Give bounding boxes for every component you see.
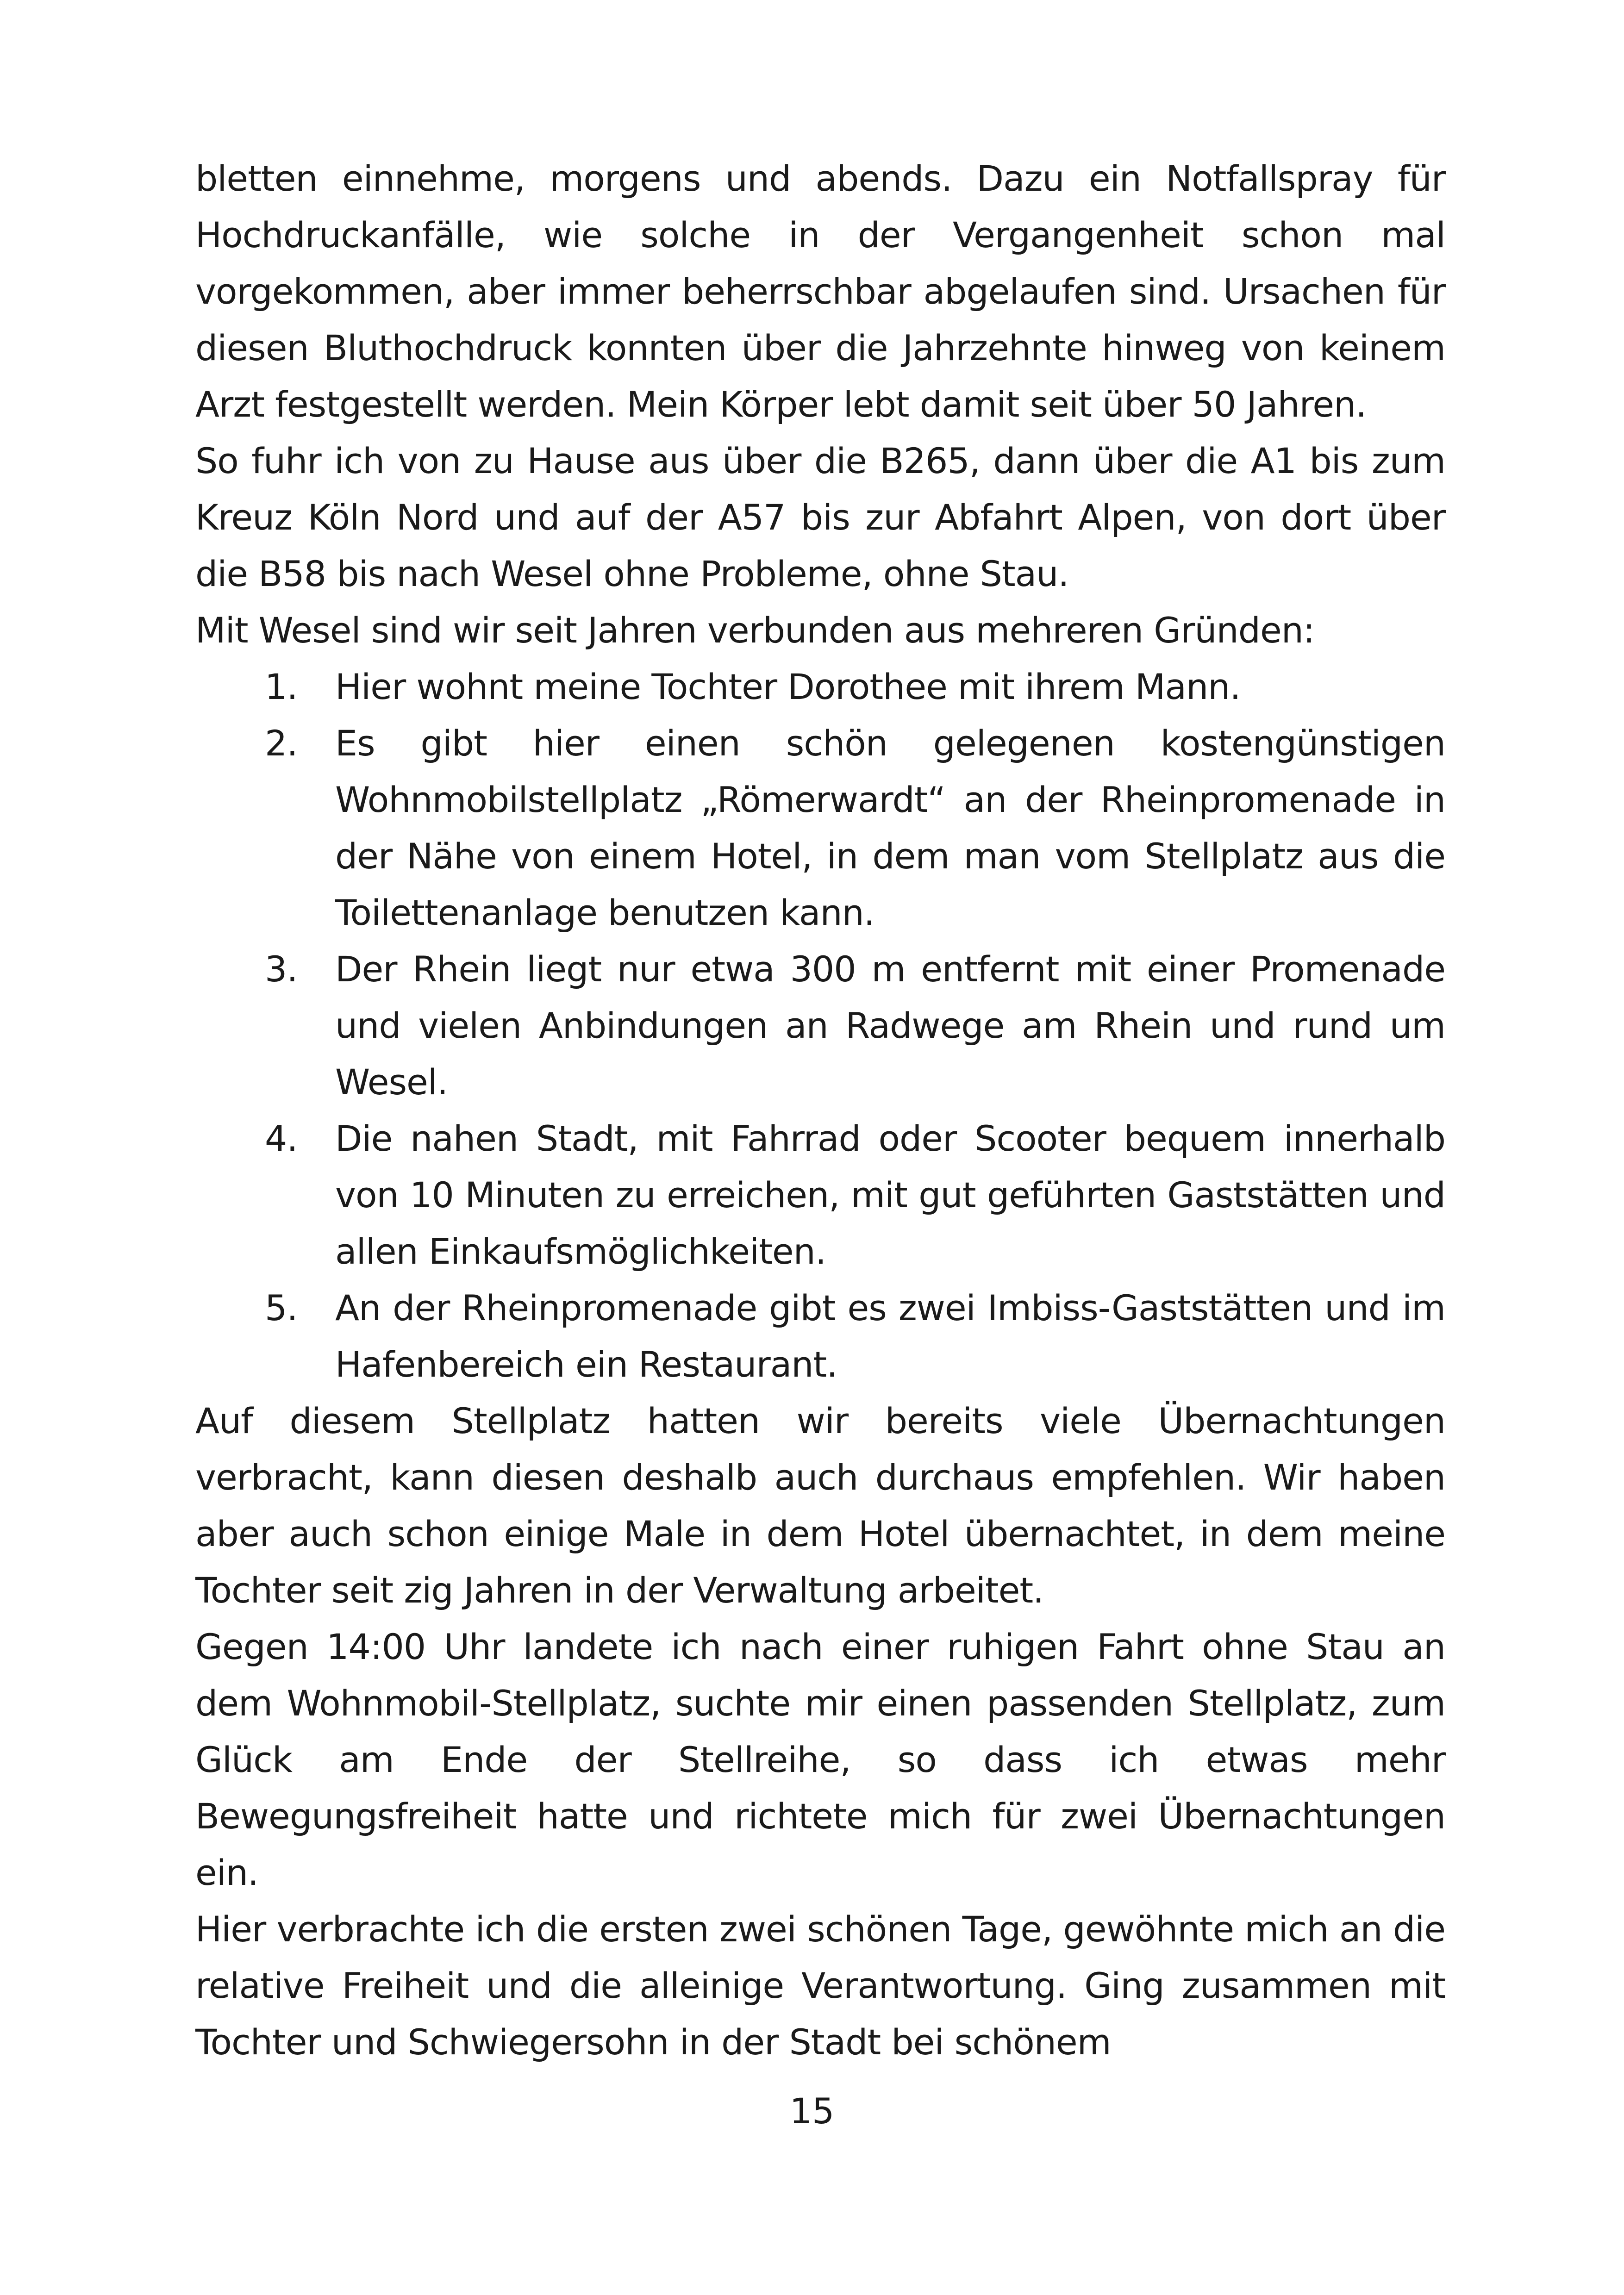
reasons-list <box>195 659 1445 1393</box>
list-item-number: 1. <box>265 666 298 707</box>
list-item-number: 4. <box>265 1118 298 1159</box>
paragraph-first-days: Hier verbrachte ich die ersten zwei schönen Tage, gewöhnte mich an die relative Freiheit und die alleinige Verantwortung. Ging zusammen mit Tochter und Schwiegersohn in der Stadt bei schönem <box>195 1908 1445 2063</box>
list-item-number: 2. <box>265 723 298 764</box>
paragraph-wesel-intro: Mit Wesel sind wir seit Jahren verbunden aus mehreren Gründen: <box>195 610 1315 651</box>
paragraph-medication: bletten einnehme, morgens und abends. Dazu ein Notfallspray für Hochdruckanfälle, wie solche in der Vergangenheit schon mal vorgekommen, aber immer beherrschbar abgelaufen sind. Ursachen für diesen Bluthochdruck konnten über die Jahrzehnte hinweg von keinem Arzt festgestellt werden. Mein Körper lebt damit seit über 50 Jahren. <box>195 158 1445 425</box>
list-item <box>195 941 1445 1110</box>
list-item-number: 5. <box>265 1287 298 1328</box>
list-item-text: Hier wohnt meine Tochter Dorothee mit ihrem Mann. <box>335 666 1241 707</box>
page-number: 15 <box>789 2090 835 2132</box>
list-item-text: Die nahen Stadt, mit Fahrrad oder Scooter bequem innerhalb von 10 Minuten zu erreichen, mit gut geführten Gaststätten und allen Einkaufsmöglichkeiten. <box>335 1118 1445 1272</box>
list-item <box>195 1280 1445 1393</box>
list-item <box>195 715 1445 941</box>
list-item-number: 3. <box>265 948 298 990</box>
paragraph-stellplatz: Auf diesem Stellplatz hatten wir bereits viele Übernachtungen verbracht, kann diesen deshalb auch durchaus empfehlen. Wir haben aber auch schon einige Male in dem Hotel übernachtet, in dem meine Tochter seit zig Jahren in der Verwaltung arbeitet. <box>195 1400 1445 1611</box>
body-text <box>195 150 1445 2070</box>
list-item-text: An der Rheinpromenade gibt es zwei Imbiss-Gaststätten und im Hafenbereich ein Restaurant. <box>335 1287 1445 1385</box>
paragraph-route: So fuhr ich von zu Hause aus über die B265, dann über die A1 bis zum Kreuz Köln Nord und auf der A57 bis zur Abfahrt Alpen, von dort über die B58 bis nach Wesel ohne Probleme, ohne Stau. <box>195 440 1445 594</box>
list-item <box>195 659 1445 715</box>
list-item <box>195 1110 1445 1280</box>
list-item-text: Der Rhein liegt nur etwa 300 m entfernt mit einer Promenade und vielen Anbindungen an Radwege am Rhein und rund um Wesel. <box>335 948 1445 1103</box>
list-item-text: Es gibt hier einen schön gelegenen kostengünstigen Wohnmobilstellplatz „Römerwardt“ an der Rheinpromenade in der Nähe von einem Hotel, in dem man vom Stellplatz aus die Toilettenanlage benutzen kann. <box>335 723 1445 933</box>
paragraph-arrival: Gegen 14:00 Uhr landete ich nach einer ruhigen Fahrt ohne Stau an dem Wohnmobil-Stellplatz, suchte mir einen passenden Stellplatz, zum Glück am Ende der Stellreihe, so dass ich etwas mehr Bewegungsfreiheit hatte und richtete mich für zwei Übernachtungen ein. <box>195 1626 1445 1893</box>
